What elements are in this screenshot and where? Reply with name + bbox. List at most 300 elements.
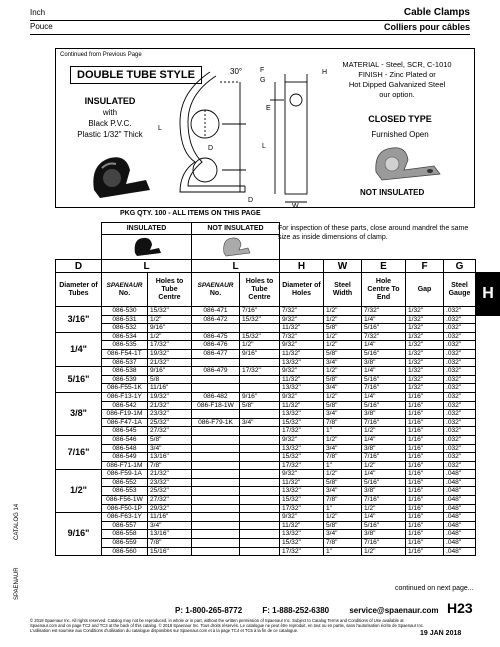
- ins-part-no-cell[interactable]: 086-F71-1M: [102, 461, 148, 470]
- copyright-fine-print: © 2018 Spaenaur Inc. All rights reserved. Catalog may not be reproduced, in whole or in part, without the written permission of Spaenaur Inc. Subject to Catalog Terms and Conditions of Use available at Spaenaur.com and on page TC2 and TC3 at the back of this catalog. © 2018 Spaenaur Inc. Tous droits réservés. Le catalogue ne peut être reproduit, en tout ou en partie, sans l'autorisation écrite de Spaenaur Inc. L'utilisation est soumise aux Conditions d'utilisation du catalogue disponibles sur Spaenaur.com et à la page TC4 et TC5 à la fin de ce catalogue.: [30, 618, 425, 633]
- hole-dia-cell: 11/32": [280, 375, 324, 384]
- hole-dia-cell: 15/32": [280, 496, 324, 505]
- ins-part-no-cell[interactable]: 086-560: [102, 547, 148, 556]
- hole-dia-cell: 11/32": [280, 324, 324, 333]
- steel-width-cell: 1": [324, 427, 362, 436]
- section-title-en: Cable Clamps: [403, 7, 470, 18]
- steel-gauge-cell: .032": [444, 461, 476, 470]
- gap-cell: 1/32": [406, 324, 444, 333]
- steel-width-cell: 5/8": [324, 478, 362, 487]
- steel-width-cell: 3/4": [324, 358, 362, 367]
- notins-part-no-cell: [192, 410, 240, 419]
- steel-gauge-cell: .048": [444, 504, 476, 513]
- hole-centre-cell: 7/16": [362, 418, 406, 427]
- notins-part-no-cell: [192, 358, 240, 367]
- dim-label-g: G: [260, 77, 266, 84]
- gap-cell: 1/16": [406, 478, 444, 487]
- steel-gauge-cell: .032": [444, 384, 476, 393]
- not-insulated-label: NOT INSULATED: [360, 188, 425, 197]
- hole-dia-cell: 15/32": [280, 453, 324, 462]
- table-row: [56, 315, 476, 324]
- gap-cell: 1/16": [406, 530, 444, 539]
- ins-part-no-cell[interactable]: 086-F59-1A: [102, 470, 148, 479]
- ins-part-no-cell[interactable]: 086-553: [102, 487, 148, 496]
- gap-cell: 1/16": [406, 410, 444, 419]
- hole-centre-cell: 3/8": [362, 410, 406, 419]
- notins-part-no-cell[interactable]: 086-477: [192, 349, 240, 358]
- hole-centre-cell: 3/8": [362, 358, 406, 367]
- hole-dia-cell: 17/32": [280, 461, 324, 470]
- ins-holes-cell: 3/4": [148, 444, 192, 453]
- ins-part-no-cell[interactable]: 086-F19-1M: [102, 410, 148, 419]
- not-insulated-thumbnail-icon: [220, 235, 252, 257]
- table-row: [56, 444, 476, 453]
- ins-holes-cell: 25/32": [148, 487, 192, 496]
- table-row: [56, 384, 476, 393]
- col-no-label: No.: [209, 289, 222, 297]
- hole-dia-cell: 9/32": [280, 470, 324, 479]
- notins-holes-cell: [240, 435, 280, 444]
- notins-holes-cell: 5/8": [240, 401, 280, 410]
- hole-centre-cell: 5/16": [362, 375, 406, 384]
- section-title-fr: Colliers pour câbles: [383, 22, 470, 32]
- steel-width-cell: 1/2": [324, 341, 362, 350]
- ins-holes-cell: 17/32": [148, 341, 192, 350]
- hole-dia-cell: 11/32": [280, 349, 324, 358]
- steel-width-cell: 3/4": [324, 410, 362, 419]
- table-row: [56, 392, 476, 401]
- ins-holes-cell: 9/16": [148, 367, 192, 376]
- table-row: [56, 307, 476, 316]
- closed-type-title: CLOSED TYPE: [368, 114, 432, 124]
- style-title: DOUBLE TUBE STYLE: [70, 66, 202, 84]
- hole-dia-cell: 11/32": [280, 401, 324, 410]
- ins-part-no-cell[interactable]: 086-537: [102, 358, 148, 367]
- table-body: [56, 307, 476, 556]
- notins-holes-cell: [240, 521, 280, 530]
- letter-h: H: [280, 260, 324, 273]
- ins-holes-cell: 23/32": [148, 410, 192, 419]
- table-row: [56, 496, 476, 505]
- gap-cell: 1/16": [406, 513, 444, 522]
- letter-l: L: [192, 260, 280, 273]
- steel-width-cell: 1": [324, 547, 362, 556]
- hole-centre-cell: 1/4": [362, 513, 406, 522]
- ins-part-no-cell[interactable]: 086-F47-1A: [102, 418, 148, 427]
- steel-width-cell: 5/8": [324, 324, 362, 333]
- gap-cell: 1/16": [406, 521, 444, 530]
- notins-holes-cell: [240, 530, 280, 539]
- insulated-line: Black P.V.C.: [88, 119, 132, 128]
- table-row: [56, 358, 476, 367]
- header-divider: [30, 20, 470, 21]
- insulated-heading: INSULATED: [84, 96, 136, 106]
- brand-side-label: SPAENAUR: [14, 567, 20, 600]
- notins-holes-cell: [240, 496, 280, 505]
- insulated-line: with: [102, 108, 118, 117]
- hole-centre-cell: 1/4": [362, 435, 406, 444]
- not-insulated-thumbnail-cell: [192, 235, 280, 260]
- steel-width-cell: 1": [324, 504, 362, 513]
- insulated-thumbnail-icon: [131, 235, 163, 257]
- steel-gauge-cell: .032": [444, 358, 476, 367]
- notins-holes-cell: [240, 504, 280, 513]
- steel-gauge-cell: .048": [444, 478, 476, 487]
- revision-date: 19 JAN 2018: [420, 630, 462, 637]
- table-row: [56, 341, 476, 350]
- col-spaenaur-no: [192, 273, 240, 307]
- steel-gauge-cell: .032": [444, 307, 476, 316]
- hole-centre-cell: 7/16": [362, 453, 406, 462]
- table-row: [56, 478, 476, 487]
- gap-cell: 1/16": [406, 401, 444, 410]
- hole-centre-cell: 7/16": [362, 539, 406, 548]
- ins-part-no-cell[interactable]: 086-531: [102, 315, 148, 324]
- notins-holes-cell: 15/32": [240, 332, 280, 341]
- notins-part-no-cell: [192, 384, 240, 393]
- notins-part-no-cell: [192, 504, 240, 513]
- ins-holes-cell: 21/32": [148, 401, 192, 410]
- ins-part-no-cell[interactable]: 086-558: [102, 530, 148, 539]
- steel-gauge-cell: .032": [444, 401, 476, 410]
- steel-width-cell: 3/4": [324, 444, 362, 453]
- header-divider: [30, 34, 470, 35]
- dim-label-e: E: [266, 105, 271, 112]
- gap-cell: 1/32": [406, 332, 444, 341]
- ins-part-no-cell[interactable]: 086-559: [102, 539, 148, 548]
- ins-part-no-cell[interactable]: 086-538: [102, 367, 148, 376]
- ins-holes-cell: 29/32": [148, 504, 192, 513]
- hole-dia-cell: 9/32": [280, 315, 324, 324]
- steel-gauge-cell: .048": [444, 496, 476, 505]
- table-row: [56, 539, 476, 548]
- material-line: Hot Dipped Galvanized Steel: [348, 80, 446, 89]
- hole-dia-cell: 17/32": [280, 504, 324, 513]
- steel-width-cell: 5/8": [324, 521, 362, 530]
- unit-label-en: Inch: [30, 8, 46, 17]
- steel-width-cell: 7/8": [324, 496, 362, 505]
- table-row: [56, 349, 476, 358]
- ins-part-no-cell[interactable]: 086-F63-1Y: [102, 513, 148, 522]
- hole-dia-cell: 13/32": [280, 530, 324, 539]
- hole-centre-cell: 1/4": [362, 315, 406, 324]
- ins-holes-cell: 1/2": [148, 332, 192, 341]
- hole-dia-cell: 15/32": [280, 418, 324, 427]
- hole-centre-cell: 3/8": [362, 487, 406, 496]
- steel-width-cell: 1/2": [324, 315, 362, 324]
- ins-holes-cell: 15/16": [148, 547, 192, 556]
- dim-label-h: H: [322, 69, 328, 76]
- page-number: H23: [447, 600, 473, 616]
- gap-cell: 1/16": [406, 444, 444, 453]
- clamp-dimension-drawing: [150, 62, 340, 208]
- notins-part-no-cell: [192, 375, 240, 384]
- ins-holes-cell: 21/32": [148, 470, 192, 479]
- steel-gauge-cell: .032": [444, 324, 476, 333]
- ins-part-no-cell[interactable]: 086-542: [102, 401, 148, 410]
- ins-part-no-cell[interactable]: 086-546: [102, 435, 148, 444]
- steel-width-cell: 1/2": [324, 435, 362, 444]
- notins-holes-cell: [240, 410, 280, 419]
- hole-centre-cell: 1/2": [362, 547, 406, 556]
- notins-holes-cell: [240, 453, 280, 462]
- steel-width-cell: 7/8": [324, 453, 362, 462]
- table-row: [56, 470, 476, 479]
- header-row-french: [30, 22, 470, 34]
- notins-holes-cell: 3/4": [240, 418, 280, 427]
- ins-part-no-cell[interactable]: 086-557: [102, 521, 148, 530]
- table-row: [56, 332, 476, 341]
- closed-type-info: [345, 114, 455, 142]
- hole-centre-cell: 5/16": [362, 521, 406, 530]
- diameter-cell: 1/2": [56, 470, 102, 513]
- closed-type-subtitle: Furnished Open: [371, 130, 429, 139]
- notins-part-no-cell[interactable]: 086-F18-1W: [192, 401, 240, 410]
- steel-width-cell: 1/2": [324, 392, 362, 401]
- steel-gauge-cell: .032": [444, 410, 476, 419]
- notins-holes-cell: 7/16": [240, 307, 280, 316]
- steel-gauge-cell: .032": [444, 315, 476, 324]
- notins-holes-cell: [240, 444, 280, 453]
- table-row: [56, 427, 476, 436]
- diameter-cell: 7/16": [56, 435, 102, 469]
- diameter-cell: 3/8": [56, 392, 102, 435]
- hole-dia-cell: 17/32": [280, 547, 324, 556]
- notins-holes-cell: [240, 324, 280, 333]
- notins-part-no-cell[interactable]: 086-482: [192, 392, 240, 401]
- gap-cell: 1/32": [406, 307, 444, 316]
- angle-label: 30°: [230, 67, 243, 76]
- steel-width-cell: 1/2": [324, 332, 362, 341]
- hole-centre-cell: 3/8": [362, 530, 406, 539]
- steel-gauge-cell: .032": [444, 418, 476, 427]
- gap-cell: 1/16": [406, 496, 444, 505]
- diameter-cell: 1/4": [56, 332, 102, 366]
- gap-cell: 1/16": [406, 487, 444, 496]
- hole-dia-cell: 13/32": [280, 487, 324, 496]
- gap-cell: 1/32": [406, 384, 444, 393]
- notins-holes-cell: [240, 470, 280, 479]
- email-link[interactable]: service@spaenaur.com: [349, 606, 439, 615]
- table-row: [56, 547, 476, 556]
- ins-holes-cell: 13/16": [148, 530, 192, 539]
- col-no-label: No.: [118, 289, 131, 297]
- hole-centre-cell: 7/32": [362, 332, 406, 341]
- dim-label-l: L: [158, 125, 162, 132]
- inspection-note: For inspection of these parts, close around mandrel the same size as inside dimensions of clamp.: [278, 225, 469, 241]
- notins-part-no-cell[interactable]: 086-471: [192, 307, 240, 316]
- steel-width-cell: 5/8": [324, 349, 362, 358]
- table-row: [56, 375, 476, 384]
- letter-e: E: [362, 260, 406, 273]
- notins-holes-cell: [240, 375, 280, 384]
- notins-part-no-cell: [192, 478, 240, 487]
- header-row-english: [30, 8, 470, 20]
- notins-holes-cell: [240, 427, 280, 436]
- material-line: FINISH - Zinc Plated or: [358, 70, 436, 79]
- ins-part-no-cell[interactable]: 086-552: [102, 478, 148, 487]
- ins-holes-cell: 11/16": [148, 513, 192, 522]
- dim-label-d: D: [208, 145, 214, 152]
- steel-width-cell: 3/4": [324, 530, 362, 539]
- steel-gauge-cell: .032": [444, 341, 476, 350]
- hole-dia-cell: 9/32": [280, 435, 324, 444]
- ins-holes-cell: 7/8": [148, 539, 192, 548]
- notins-part-no-cell[interactable]: 086-479: [192, 367, 240, 376]
- ins-part-no-cell[interactable]: 086-F54-1T: [102, 349, 148, 358]
- continued-next: continued on next page...: [395, 585, 474, 592]
- letter-l: L: [102, 260, 192, 273]
- steel-gauge-cell: .032": [444, 444, 476, 453]
- notins-holes-cell: [240, 487, 280, 496]
- table-row: [56, 401, 476, 410]
- hole-dia-cell: 9/32": [280, 341, 324, 350]
- table-row: [56, 487, 476, 496]
- hole-dia-cell: 13/32": [280, 358, 324, 367]
- gap-cell: 1/32": [406, 341, 444, 350]
- ins-part-no-cell[interactable]: 086-F50-1P: [102, 504, 148, 513]
- notins-holes-cell: 17/32": [240, 367, 280, 376]
- ins-part-no-cell[interactable]: 086-548: [102, 444, 148, 453]
- notins-holes-cell: [240, 478, 280, 487]
- gap-cell: 1/16": [406, 392, 444, 401]
- col-holes-to-centre: Holes to Tube Centre: [148, 273, 192, 307]
- steel-width-cell: 7/8": [324, 418, 362, 427]
- section-tab[interactable]: H: [476, 272, 500, 316]
- hole-centre-cell: 1/4": [362, 392, 406, 401]
- notins-part-no-cell: [192, 435, 240, 444]
- letter-w: W: [324, 260, 362, 273]
- steel-gauge-cell: .032": [444, 367, 476, 376]
- ins-holes-cell: 15/32": [148, 307, 192, 316]
- steel-gauge-cell: .032": [444, 332, 476, 341]
- catalog-side-label: CATALOG 14: [14, 503, 20, 540]
- hole-centre-cell: 7/32": [362, 307, 406, 316]
- ins-holes-cell: 27/32": [148, 496, 192, 505]
- col-diameter: Diameter of Tubes: [56, 273, 102, 307]
- dim-label-w: W: [292, 203, 299, 208]
- notins-part-no-cell: [192, 513, 240, 522]
- steel-width-cell: 1/2": [324, 367, 362, 376]
- table-row: [56, 530, 476, 539]
- hole-dia-cell: 17/32": [280, 427, 324, 436]
- ins-holes-cell: 27/32": [148, 427, 192, 436]
- hole-dia-cell: 9/32": [280, 513, 324, 522]
- notins-part-no-cell[interactable]: 086-476: [192, 341, 240, 350]
- notins-holes-cell: [240, 547, 280, 556]
- col-spaenaur-no: [102, 273, 148, 307]
- col-steel-gauge: Steel Gauge: [444, 273, 476, 307]
- gap-cell: 1/32": [406, 375, 444, 384]
- ins-part-no-cell[interactable]: 086-545: [102, 427, 148, 436]
- material-line: MATERIAL - Steel, SCR, C-1010: [342, 60, 452, 69]
- diameter-cell: 5/16": [56, 367, 102, 393]
- notins-part-no-cell: [192, 530, 240, 539]
- ins-part-no-cell[interactable]: 086-F55-1K: [102, 384, 148, 393]
- ins-part-no-cell[interactable]: 086-532: [102, 324, 148, 333]
- insulated-clamp-image: [86, 150, 156, 202]
- notins-part-no-cell[interactable]: 086-475: [192, 332, 240, 341]
- table-row: [56, 521, 476, 530]
- ins-holes-cell: 25/32": [148, 418, 192, 427]
- ins-part-no-cell[interactable]: 086-F13-1Y: [102, 392, 148, 401]
- hole-dia-cell: 13/32": [280, 384, 324, 393]
- hole-dia-cell: 7/32": [280, 307, 324, 316]
- ins-holes-cell: 23/32": [148, 478, 192, 487]
- steel-width-cell: 3/4": [324, 384, 362, 393]
- notins-holes-cell: [240, 461, 280, 470]
- spaenaur-logo: SPAENAUR: [197, 281, 234, 289]
- notins-holes-cell: 9/16": [240, 349, 280, 358]
- steel-gauge-cell: .032": [444, 392, 476, 401]
- gap-cell: 1/16": [406, 453, 444, 462]
- hole-centre-cell: 5/16": [362, 324, 406, 333]
- steel-gauge-cell: .032": [444, 453, 476, 462]
- steel-width-cell: 3/4": [324, 487, 362, 496]
- notins-part-no-cell: [192, 444, 240, 453]
- gap-cell: 1/32": [406, 358, 444, 367]
- notins-part-no-cell: [192, 324, 240, 333]
- table-row: [56, 461, 476, 470]
- notins-holes-cell: [240, 358, 280, 367]
- ins-part-no-cell[interactable]: 086-534: [102, 332, 148, 341]
- contact-bar: [175, 606, 457, 615]
- col-diameter-of-holes: Diameter of Holes: [280, 273, 324, 307]
- table-row: [56, 504, 476, 513]
- table-row: [56, 435, 476, 444]
- gap-cell: 1/16": [406, 539, 444, 548]
- diameter-cell: 3/16": [56, 307, 102, 333]
- table-row: [56, 324, 476, 333]
- steel-gauge-cell: .048": [444, 513, 476, 522]
- hole-dia-cell: 11/32": [280, 478, 324, 487]
- ins-part-no-cell[interactable]: 086-539: [102, 375, 148, 384]
- ins-part-no-cell[interactable]: 086-F56-1W: [102, 496, 148, 505]
- gap-cell: 1/16": [406, 470, 444, 479]
- hole-centre-cell: 5/16": [362, 478, 406, 487]
- steel-gauge-cell: .032": [444, 349, 476, 358]
- notins-holes-cell: [240, 539, 280, 548]
- ins-part-no-cell[interactable]: 086-530: [102, 307, 148, 316]
- insulated-description: [70, 96, 150, 140]
- notins-part-no-cell: [192, 487, 240, 496]
- ins-holes-cell: 9/16": [148, 324, 192, 333]
- gap-cell: 1/16": [406, 418, 444, 427]
- hole-centre-cell: 3/8": [362, 444, 406, 453]
- hole-dia-cell: 11/32": [280, 521, 324, 530]
- steel-width-cell: 5/8": [324, 401, 362, 410]
- unit-label-fr: Pouce: [30, 22, 53, 31]
- steel-gauge-cell: .048": [444, 530, 476, 539]
- table-row: [56, 418, 476, 427]
- material-line: our option.: [379, 90, 415, 99]
- notins-part-no-cell[interactable]: 086-F79-1K: [192, 418, 240, 427]
- col-steel-width: Steel Width: [324, 273, 362, 307]
- steel-gauge-cell: .048": [444, 539, 476, 548]
- hole-centre-cell: 1/4": [362, 367, 406, 376]
- notins-part-no-cell[interactable]: 086-472: [192, 315, 240, 324]
- dim-label-l: L: [262, 143, 266, 150]
- hole-dia-cell: 7/32": [280, 332, 324, 341]
- ins-part-no-cell[interactable]: 086-549: [102, 453, 148, 462]
- hole-dia-cell: 9/32": [280, 392, 324, 401]
- hole-centre-cell: 7/16": [362, 496, 406, 505]
- fax-number: F: 1-888-252-6380: [262, 606, 330, 615]
- ins-part-no-cell[interactable]: 086-535: [102, 341, 148, 350]
- spaenaur-logo: SPAENAUR: [106, 281, 143, 289]
- steel-width-cell: 1/2": [324, 470, 362, 479]
- steel-gauge-cell: .048": [444, 470, 476, 479]
